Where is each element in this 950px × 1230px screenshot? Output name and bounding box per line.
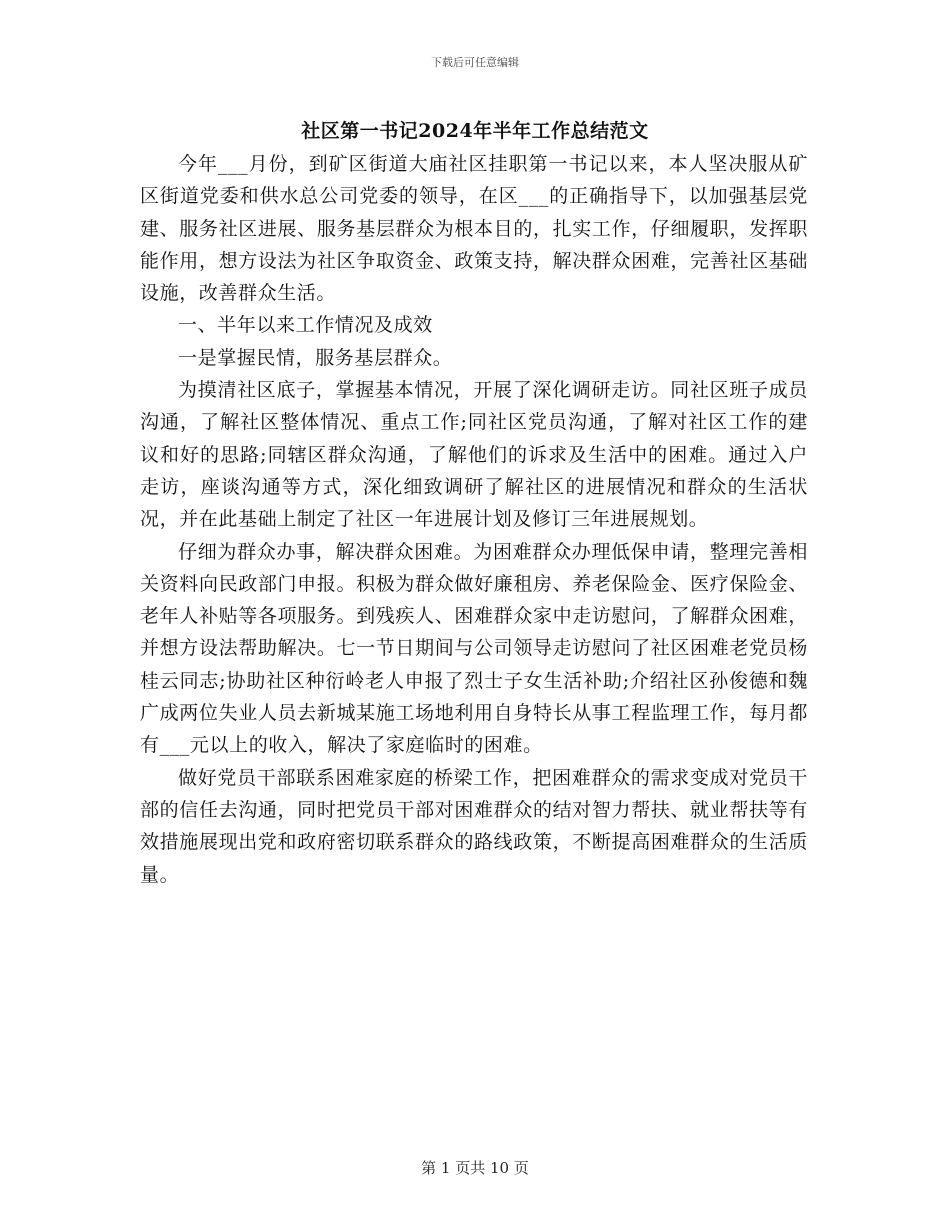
document-body (140, 148, 808, 891)
paragraph-subheading: 一是掌握民情，服务基层群众。 (178, 346, 453, 369)
paragraph-services: 仔细为群众办事，解决群众困难。为困难群众办理低保申请，整理完善相关资料向民政部门申报。积极为群众做好廉租房、养老保险金、医疗保险金、老年人补贴等各项服务。到残疾人、困难群众家中走访慰问，了解群众困难，并想方设法帮助解决。七一节日期间与公司领导走访慰问了社区困难老党员杨桂云同志;协助社区种衍岭老人申报了烈士子女生活补助;介绍社区孙俊德和魏广成两位失业人员去新城某施工场地利用自身特长从事工程监理工作，每月都有___元以上的收入，解决了家庭临时的困难。 (140, 540, 808, 757)
paragraph-section-heading: 一、半年以来工作情况及成效 (178, 314, 433, 337)
header-note: 下载后可任意编辑 (431, 56, 519, 69)
page-number: 第 1 页共 10 页 (421, 1159, 529, 1177)
document-title: 社区第一书记2024年半年工作总结范文 (301, 120, 649, 142)
paragraph-intro: 今年___月份，到矿区街道大庙社区挂职第一书记以来，本人坚决服从矿区街道党委和供水总公司党委的领导，在区___的正确指导下，以加强基层党建、服务社区进展、服务基层群众为根本目的，扎实工作，仔细履职，发挥职能作用，想方设法为社区争取资金、政策支持，解决群众困难，完善社区基础设施，改善群众生活。 (140, 153, 808, 305)
paragraph-research: 为摸清社区底子，掌握基本情况，开展了深化调研走访。同社区班子成员沟通，了解社区整体情况、重点工作;同社区党员沟通，了解对社区工作的建议和好的思路;同辖区群众沟通，了解他们的诉求及生活中的困难。通过入户走访，座谈沟通等方式，深化细致调研了解社区的进展情况和群众的生活状况，并在此基础上制定了社区一年进展计划及修订三年进展规划。 (140, 379, 808, 531)
paragraph-bridge-work: 做好党员干部联系困难家庭的桥梁工作，把困难群众的需求变成对党员干部的信任去沟通，同时把党员干部对困难群众的结对智力帮扶、就业帮扶等有效措施展现出党和政府密切联系群众的路线政策，不断提高困难群众的生活质量。 (140, 766, 808, 886)
